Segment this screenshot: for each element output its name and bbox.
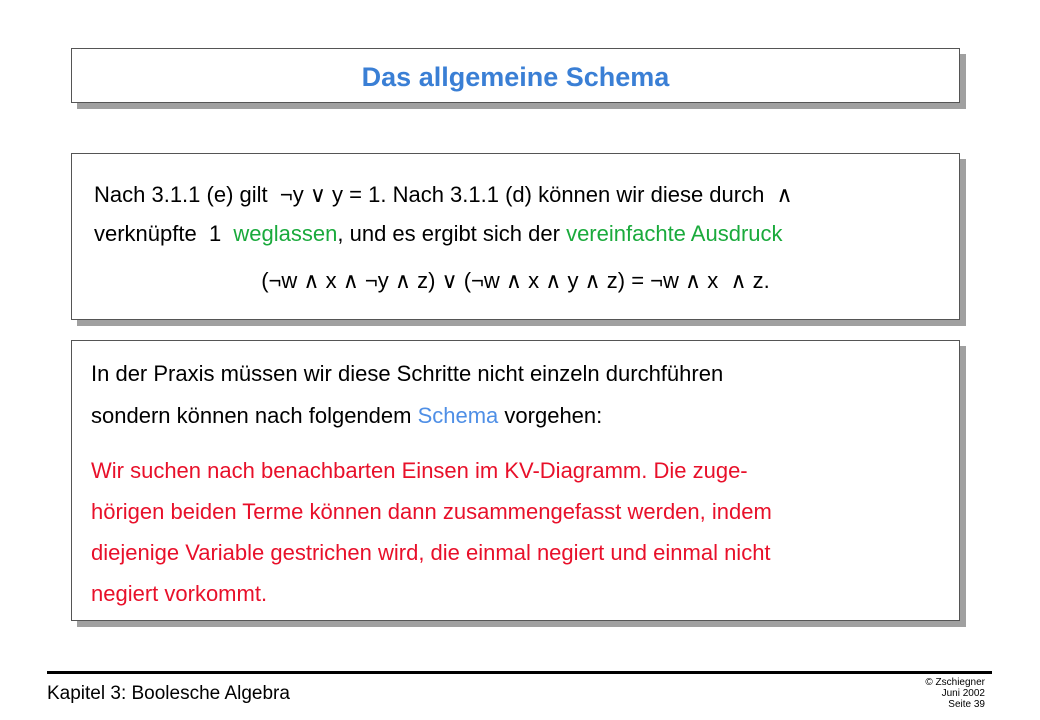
footer-info: [925, 677, 985, 710]
footer-chapter: Kapitel 3: Boolesche Algebra: [47, 683, 290, 704]
rule-line-3: diejenige Variable gestrichen wird, die einmal negiert und einmal nicht: [91, 540, 771, 565]
footer-page-number: Seite 39: [948, 699, 985, 710]
footer-divider: [47, 671, 992, 674]
rule-line-4: negiert vorkommt.: [91, 581, 268, 606]
derivation-line-1: Nach 3.1.1 (e) gilt ¬y ∨ y = 1. Nach 3.1.1 (d) können wir diese durch ∧: [94, 182, 793, 207]
highlight-vereinfachte-ausdruck: vereinfachte Ausdruck: [566, 221, 783, 246]
rule-line-2: hörigen beiden Terme können dann zusammengefasst werden, indem: [91, 499, 772, 524]
simplified-formula: (¬w ∧ x ∧ ¬y ∧ z) ∨ (¬w ∧ x ∧ y ∧ z) = ¬w ∧ x ∧ z.: [261, 268, 770, 293]
line-2-suffix: vorgehen:: [498, 403, 603, 428]
rule-line-1: Wir suchen nach benachbarten Einsen im KV-Diagramm. Die zuge-: [91, 458, 748, 483]
text-box-schema: [71, 340, 960, 621]
highlight-schema: Schema: [417, 403, 499, 428]
line-2-middle: , und es ergibt sich der: [337, 221, 567, 246]
title-box: [71, 48, 960, 103]
line-2-prefix: sondern können nach folgendem: [91, 403, 418, 428]
footer-date: Juni 2002: [941, 688, 985, 699]
footer-copyright: © Zschiegner: [925, 677, 985, 688]
text-box-derivation: [71, 153, 960, 320]
practice-line-2: [91, 403, 602, 429]
highlight-weglassen: weglassen: [233, 221, 338, 246]
line-2-prefix: verknüpfte 1: [94, 221, 234, 246]
derivation-line-2: [94, 221, 783, 247]
practice-line-1: In der Praxis müssen wir diese Schritte nicht einzeln durchführen: [91, 361, 724, 386]
page-title: Das allgemeine Schema: [361, 62, 670, 92]
